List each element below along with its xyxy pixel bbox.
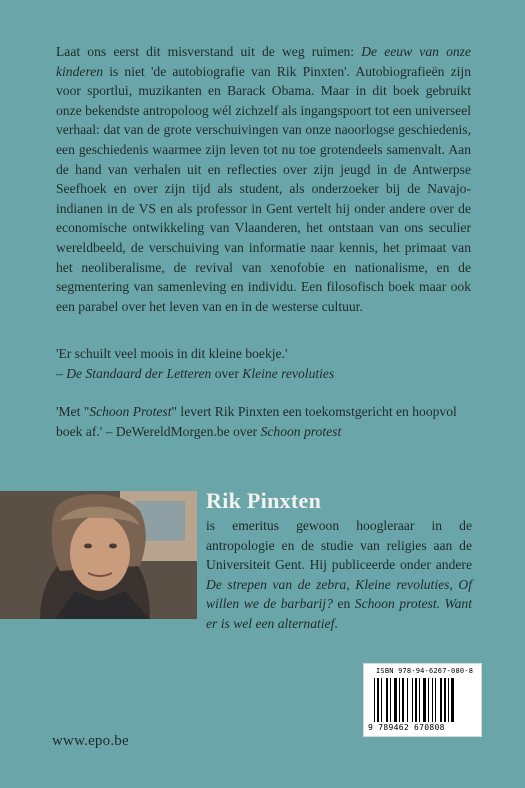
barcode-bar — [440, 678, 442, 722]
review-source: De Standaard der Letteren — [66, 365, 212, 381]
barcode-bar — [432, 678, 433, 722]
quote-2-book: Schoon protest — [260, 423, 342, 439]
barcode-bar — [407, 678, 408, 722]
blurb-text-intro: Laat ons eerst dit misverstand uit de weg ruimen: — [56, 44, 362, 59]
bio-sep-2: , — [449, 576, 459, 592]
barcode-digits: 9 789462 670808 — [368, 723, 445, 732]
bio-book-4: Schoon protest. Want er is wel een alternatief — [206, 596, 472, 631]
attribution-over: over — [211, 365, 243, 381]
quote-2-open: 'Met " — [56, 404, 90, 419]
barcode-bar — [394, 678, 397, 722]
bio-sep-3: en — [332, 596, 355, 612]
isbn-barcode — [363, 663, 482, 737]
author-name: Rik Pinxten — [206, 488, 322, 513]
bio-intro: is emeritus gewoon hoogleraar in de antropologie en de studie van religies aan de Universiteit Gent. Hij publiceerde onder andere — [206, 518, 472, 573]
barcode-bar — [374, 678, 375, 722]
bio-book-1: De strepen van de zebra — [206, 576, 347, 592]
barcode-bar — [377, 678, 379, 722]
barcode-bars — [374, 678, 471, 722]
barcode-bar — [412, 678, 413, 722]
quote-2-text: " levert Rik Pinxten een toekomstgericht en hoopvol boek af.' – DeWereldMorgen.be over — [56, 404, 457, 439]
reviewed-book: Kleine revoluties — [242, 365, 335, 381]
bio-sep-1: , — [346, 576, 356, 592]
isbn-label: ISBN 978-94-6267-080-8 — [376, 667, 474, 675]
barcode-bar — [435, 678, 436, 722]
barcode-bar — [423, 678, 426, 722]
barcode-bar — [386, 678, 388, 722]
author-portrait-illustration — [0, 491, 197, 619]
barcode-bar — [448, 678, 449, 722]
attribution-dash: – — [56, 365, 67, 381]
blurb-book-title: De eeuw van onze kinderen — [56, 44, 471, 79]
back-cover-blurb — [56, 42, 471, 316]
review-quote-1-text: 'Er schuilt veel moois in dit kleine boekje.' — [56, 346, 288, 361]
barcode-bar — [399, 678, 400, 722]
barcode-bar — [390, 678, 391, 722]
barcode-bar — [428, 678, 429, 722]
review-quote-1 — [56, 344, 471, 383]
author-bio — [206, 516, 472, 634]
review-quote-2 — [56, 402, 471, 441]
author-photo — [0, 491, 197, 619]
barcode-bar — [381, 678, 382, 722]
review-quote-1-attribution — [56, 364, 471, 384]
publisher-website[interactable]: www.epo.be — [52, 733, 129, 749]
barcode-bar — [415, 678, 417, 722]
bio-book-3: Of willen we de barbarij? — [206, 576, 472, 612]
barcode-bar — [419, 678, 420, 722]
quote-2-title: Schoon Protest — [89, 404, 172, 419]
barcode-bar — [444, 678, 446, 722]
blurb-text-body: is niet 'de autobiografie van Rik Pinxten'. Autobiografieën zijn voor sportlui, muzikanten en Barack Obama. Maar in dit boek gebruikt onze bekendste antropoloog wél zichzelf als ingangspoort tot een universeel verhaal: dat van de grote verschuivingen van onze naoorlogse geschiedenis, een geschiedenis waarmee zijn leven tot nu toe grotendeels samenvalt. Aan de hand van verhalen uit en reflecties over zijn jeugd in de Antwerpse Seefhoek en over zijn tijd als student, als onderzoeker bij de Navajo-indianen in de VS en als professor in Gent vertelt hij onder andere over de economische ontwikkeling van Vlaanderen, het ontstaan van ons seculier wereldbeeld, de verschuiving van informatie naar kennis, het primaat van het neoliberalisme, de revival van xenofobie en nationalisme, en de segmentering van samenleving en individu. Een filosofisch boek maar ook een parabel over het leven van en in de westerse cultuur. — [56, 63, 471, 314]
barcode-bar — [451, 678, 454, 722]
bio-end: . — [334, 615, 338, 631]
bio-book-2: Kleine revoluties — [355, 576, 450, 592]
barcode-bar — [402, 678, 404, 722]
